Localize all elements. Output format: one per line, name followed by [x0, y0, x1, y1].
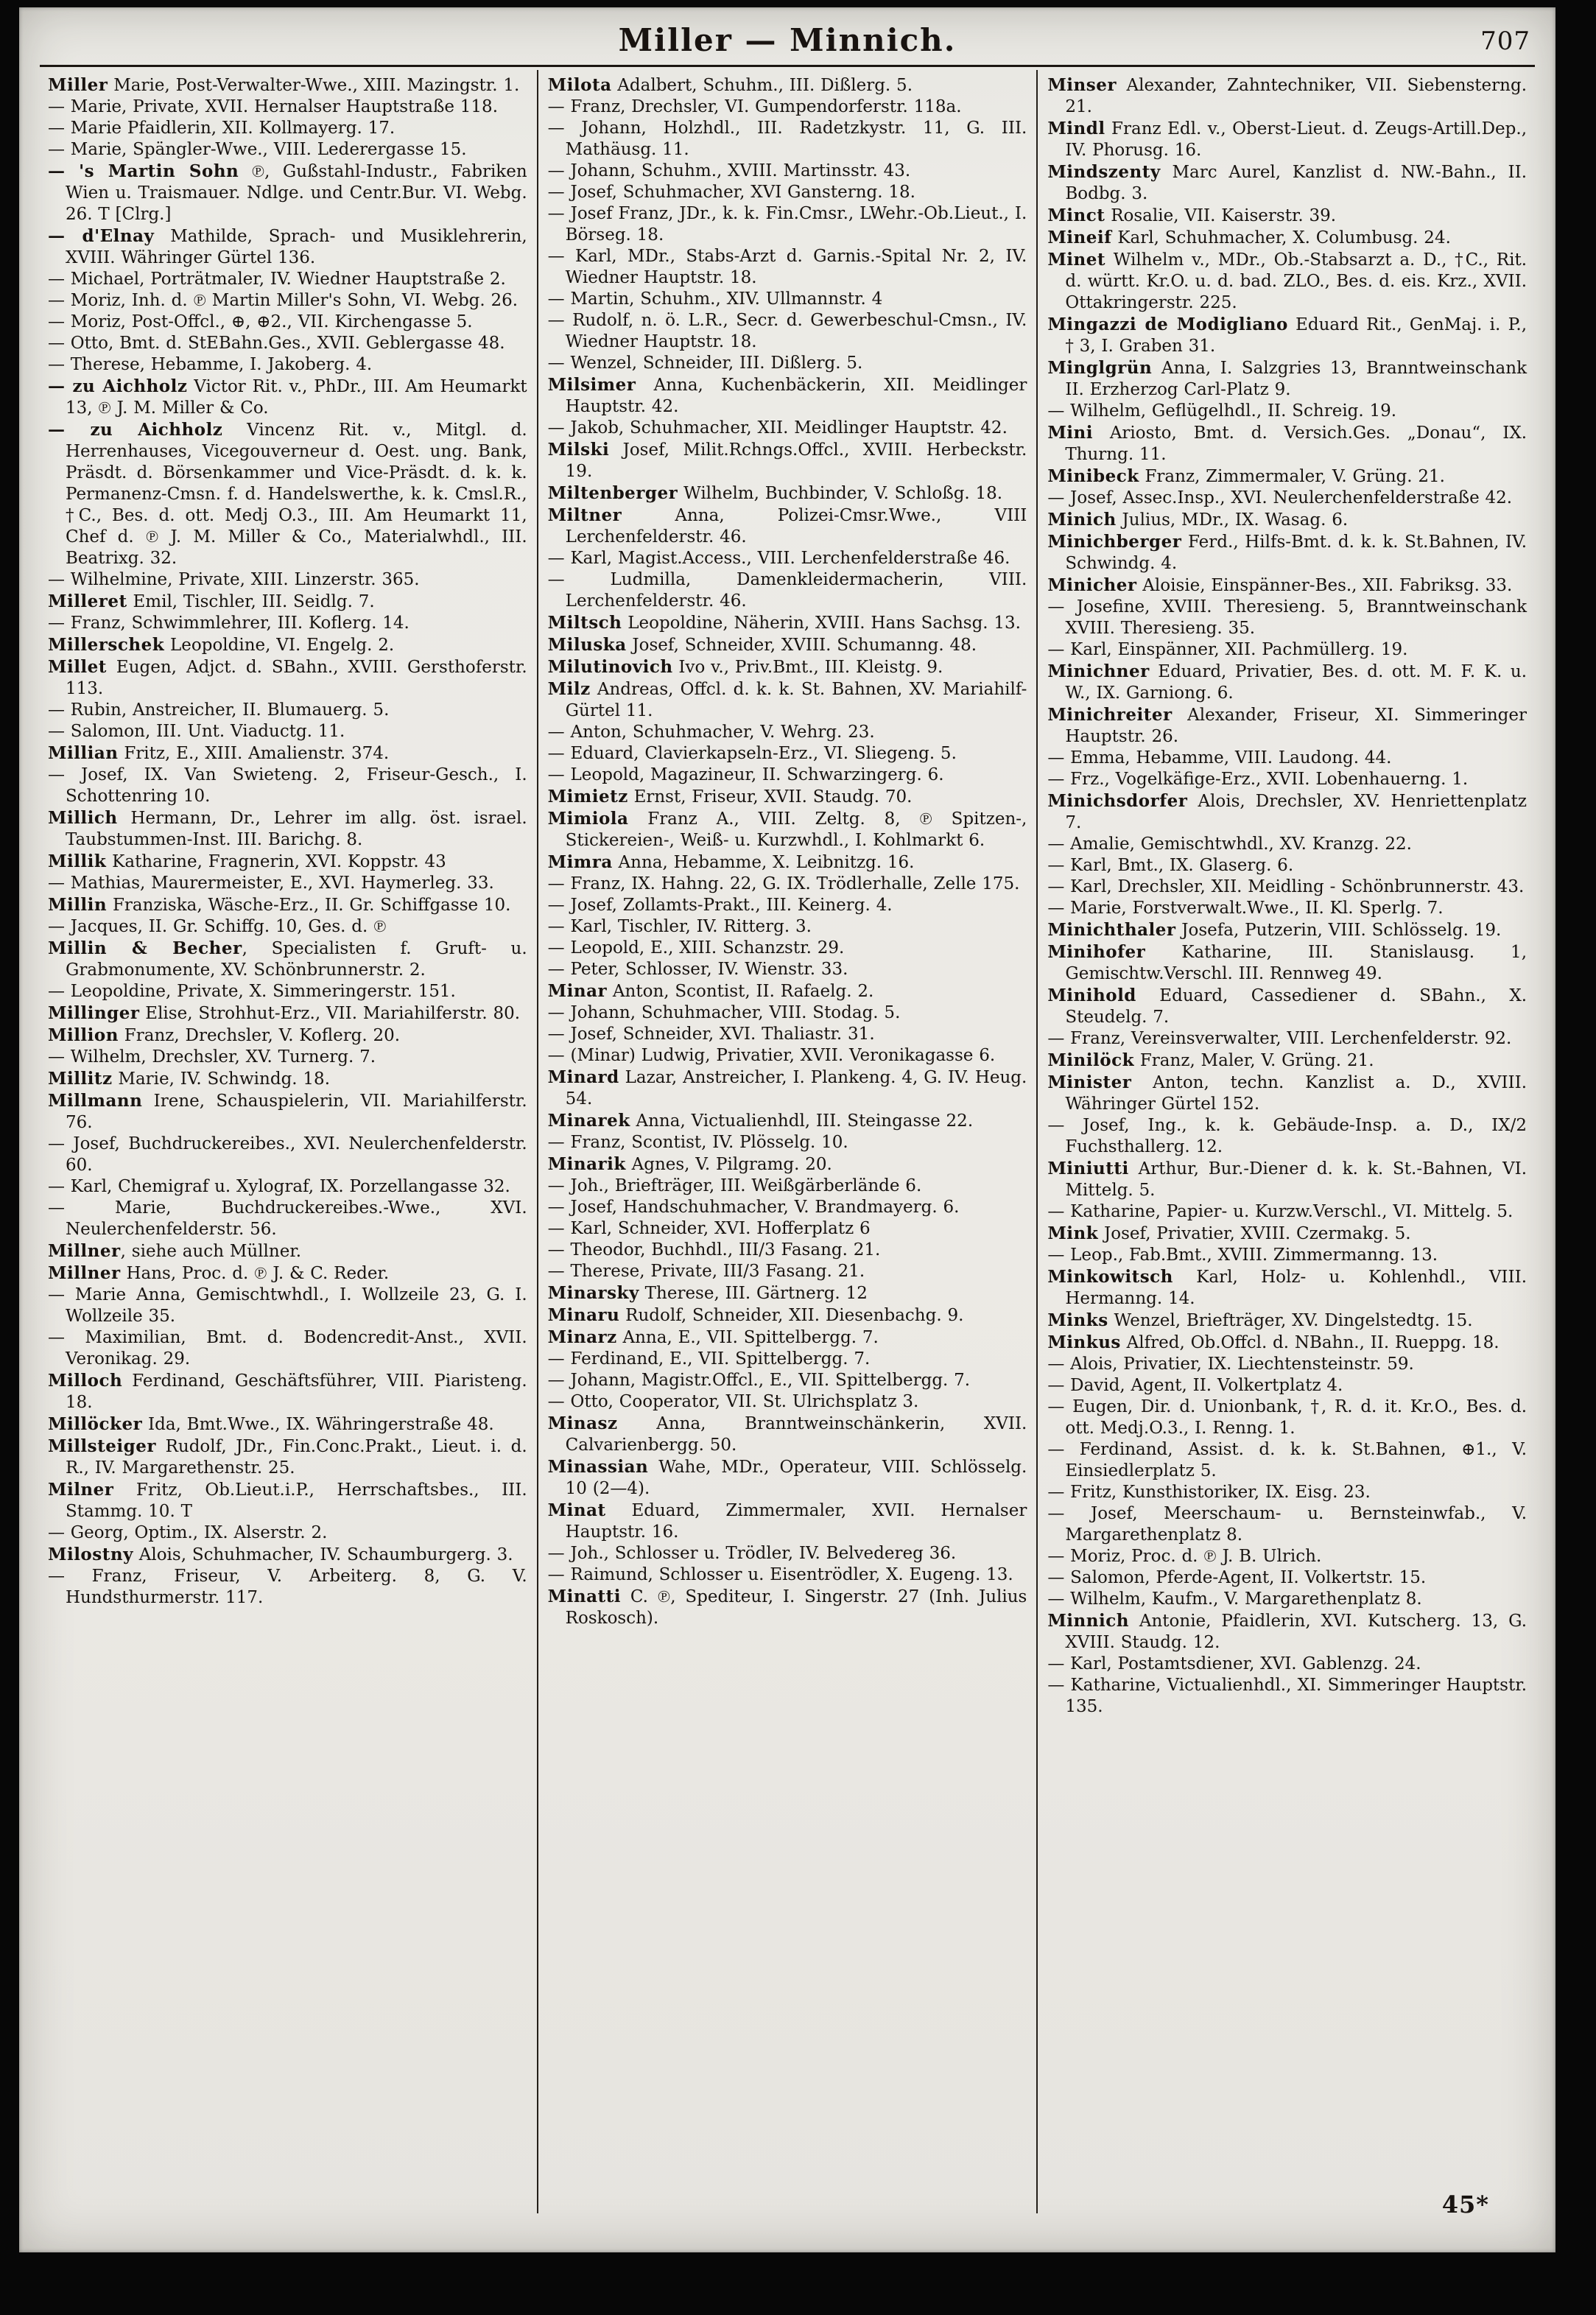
entry-surname: Minks [1047, 1310, 1108, 1330]
entry-surname: Milner [48, 1480, 114, 1500]
directory-entry: Millinger Elise, Strohhut-Erz., VII. Mariahilferstr. 80. [48, 1003, 521, 1023]
directory-entry: — Karl, Magist.Access., VIII. Lerchenfelderstraße 46. [547, 549, 1010, 568]
directory-entry: — Otto, Cooperator, VII. St. Ulrichsplatz 3. [547, 1392, 919, 1411]
directory-entry: — Maximilian, Bmt. d. Bodencredit-Anst., XVII. Veronikag. 29. [48, 1328, 527, 1369]
directory-entry: Millin Franziska, Wäsche-Erz., II. Gr. Schiffgasse 10. [48, 895, 511, 915]
directory-entry: Mimietz Ernst, Friseur, XVII. Staudg. 70. [547, 787, 913, 807]
directory-entry: — Franz, Friseur, V. Arbeiterg. 8, G. V. Hundsthurmerstr. 117. [48, 1567, 527, 1607]
entry-surname: Minihofer [1047, 942, 1146, 962]
directory-entry: — Jacques, II. Gr. Schiffg. 10, Ges. d. ℗ [48, 917, 387, 936]
entry-surname: Minarz [547, 1327, 617, 1347]
entry-surname: Millin & Becher [48, 938, 242, 958]
directory-entry: — Joh., Briefträger, III. Weißgärberlände 6. [547, 1176, 922, 1195]
directory-entry: — Therese, Private, III/3 Fasang. 21. [547, 1262, 865, 1281]
entry-surname: Minarsky [547, 1283, 639, 1303]
entry-surname: Milutinovich [547, 657, 673, 677]
directory-entry: Millöcker Ida, Bmt.Wwe., IX. Währingerstraße 48. [48, 1414, 494, 1434]
directory-entry: Mindszenty Marc Aurel, Kanzlist d. NW.-Bahn., II. Bodbg. 3. [1047, 162, 1528, 203]
entry-surname: Minard [547, 1067, 619, 1087]
directory-entry: Mineif Karl, Schuhmacher, X. Columbusg. 24. [1047, 228, 1451, 247]
entry-surname: Million [48, 1025, 119, 1045]
directory-entry: — Leopold, E., XIII. Schanzstr. 29. [547, 938, 845, 958]
entry-surname: Minister [1047, 1072, 1132, 1092]
entry-surname: Mimra [547, 852, 613, 872]
entry-surname: Minct [1047, 205, 1105, 225]
entry-surname: Milsimer [547, 375, 636, 395]
directory-entry: — Rudolf, n. ö. L.R., Secr. d. Gewerbeschul-Cmsn., IV. Wiedner Hauptstr. 18. [547, 311, 1027, 351]
page-number: 707 [1480, 27, 1530, 56]
entry-surname: Mindl [1047, 119, 1105, 138]
directory-entry: Minard Lazar, Anstreicher, I. Plankeng. 4, G. IV. Heug. 54. [547, 1067, 1027, 1109]
directory-entry: — Karl, Postamtsdiener, XVI. Gablenzg. 24. [1047, 1654, 1421, 1673]
entry-surname: Millik [48, 851, 107, 871]
entry-surname: — d'Elnay [48, 226, 155, 246]
directory-entry: — d'Elnay Mathilde, Sprach- und Musiklehrerin, XVIII. Währinger Gürtel 136. [48, 226, 527, 267]
entry-surname: Milski [547, 440, 610, 460]
entry-surname: Minet [1047, 250, 1106, 270]
directory-entry: — Karl, Drechsler, XII. Meidling - Schönbrunnerstr. 43. [1047, 877, 1525, 896]
entry-surname: Millet [48, 657, 107, 677]
entry-surname: Minicher [1047, 575, 1137, 595]
directory-entry: — Moriz, Inh. d. ℗ Martin Miller's Sohn, VI. Webg. 26. [48, 291, 518, 310]
entry-surname: Millner [48, 1241, 121, 1261]
directory-entry: — Wilhelmine, Private, XIII. Linzerstr. 365. [48, 570, 420, 589]
directory-entry: — Jakob, Schuhmacher, XII. Meidlinger Hauptstr. 42. [547, 418, 1008, 438]
page-scan [19, 7, 1555, 2252]
directory-entry: — Katharine, Victualienhdl., XI. Simmeringer Hauptstr. 135. [1047, 1676, 1528, 1716]
directory-entry: — Marie Pfaidlerin, XII. Kollmayerg. 17. [48, 119, 396, 138]
directory-entry: — Franz, IX. Hahng. 22, G. IX. Trödlerhalle, Zelle 175. [547, 874, 1020, 893]
directory-entry: — Karl, Schneider, XVI. Hofferplatz 6 [547, 1219, 871, 1238]
directory-entry: Minet Wilhelm v., MDr., Ob.-Stabsarzt a. D., †C., Rit. d. württ. Kr.O. u. d. bad. ZLO., Bes. d. eis. Krz., XVII. Ottakringerstr. 225. [1047, 250, 1528, 312]
directory-entry: — Alois, Privatier, IX. Liechtensteinstr. 59. [1047, 1355, 1414, 1374]
directory-entry: — Karl, Chemigraf u. Xylograf, IX. Porzellangasse 32. [48, 1177, 510, 1196]
directory-entry: — Wilhelm, Drechsler, XV. Turnerg. 7. [48, 1047, 376, 1067]
directory-entry: Mink Josef, Privatier, XVIII. Czermakg. 5. [1047, 1223, 1411, 1243]
entry-surname: Minser [1047, 75, 1117, 95]
directory-entry: Minassian Wahe, MDr., Operateur, VIII. Schlösselg. 10 (2—4). [547, 1457, 1027, 1498]
directory-entry: Minarik Agnes, V. Pilgramg. 20. [547, 1154, 832, 1174]
directory-entry: Minihofer Katharine, III. Stanislausg. 1, Gemischtw.Verschl. III. Rennweg 49. [1047, 942, 1528, 983]
directory-entry: — Amalie, Gemischtwhdl., XV. Kranzg. 22. [1047, 835, 1412, 854]
entry-surname: Millin [48, 895, 108, 915]
entry-surname: Minar [547, 981, 608, 1001]
directory-entry: Millsteiger Rudolf, JDr., Fin.Conc.Prakt., Lieut. i. d. R., IV. Margarethenstr. 25. [48, 1436, 527, 1478]
directory-entry: Minarsky Therese, III. Gärtnerg. 12 [547, 1283, 868, 1303]
directory-entry: Milski Josef, Milit.Rchngs.Offcl., XVIII. Herbeckstr. 19. [547, 440, 1027, 481]
directory-entry: — Wenzel, Schneider, III. Dißlerg. 5. [547, 354, 863, 373]
directory-entry: Millik Katharine, Fragnerin, XVI. Koppstr. 43 [48, 851, 446, 871]
entry-surname: Mimiola [547, 809, 629, 829]
directory-entry: — Moriz, Proc. d. ℗ J. B. Ulrich. [1047, 1547, 1322, 1566]
directory-entry: — Eduard, Clavierkapseln-Erz., VI. Sliegeng. 5. [547, 744, 957, 763]
page-title: Miller — Minnich. [618, 22, 957, 58]
directory-entry: Miluska Josef, Schneider, XVIII. Schumanng. 48. [547, 635, 977, 655]
directory-entry: Millmann Irene, Schauspielerin, VII. Mariahilferstr. 76. [48, 1091, 527, 1132]
directory-entry: Minichreiter Alexander, Friseur, XI. Simmeringer Hauptstr. 26. [1047, 705, 1528, 746]
directory-entry: — Josef, Schuhmacher, XVI Gansterng. 18. [547, 183, 915, 202]
directory-entry: Milota Adalbert, Schuhm., III. Dißlerg. 5. [547, 75, 913, 95]
entry-surname: Minarek [547, 1111, 630, 1131]
directory-entry: Mingazzi de Modigliano Eduard Rit., GenMaj. i. P., † 3, I. Graben 31. [1047, 315, 1528, 356]
entry-surname: Minkus [1047, 1332, 1121, 1352]
directory-entry: — Eugen, Dir. d. Unionbank, †, R. d. it. Kr.O., Bes. d. ott. Medj.O.3., I. Renng. 1. [1047, 1397, 1528, 1438]
directory-entry: Milleret Emil, Tischler, III. Seidlg. 7. [48, 591, 375, 611]
directory-entry: — Otto, Bmt. d. StEBahn.Ges., XVII. Geblergasse 48. [48, 334, 505, 353]
directory-entry: Millet Eugen, Adjct. d. SBahn., XVIII. Gersthoferstr. 113. [48, 657, 527, 698]
entry-surname: Mingazzi de Modigliano [1047, 315, 1288, 334]
directory-entry: — Marie Anna, Gemischtwhdl., I. Wollzeile 23, G. I. Wollzeile 35. [48, 1285, 527, 1326]
directory-entry: — Joh., Schlosser u. Trödler, IV. Belvedereg 36. [547, 1544, 957, 1563]
directory-entry: — Marie, Forstverwalt.Wwe., II. Kl. Sperlg. 7. [1047, 899, 1444, 918]
directory-entry: Milloch Ferdinand, Geschäftsführer, VIII. Piaristeng. 18. [48, 1371, 527, 1412]
entry-surname: Miltenberger [547, 483, 678, 503]
directory-entry: Millerschek Leopoldine, VI. Engelg. 2. [48, 635, 395, 655]
directory-entry: — Josef Franz, JDr., k. k. Fin.Cmsr., LWehr.-Ob.Lieut., I. Börseg. 18. [547, 204, 1027, 245]
entry-surname: Millitz [48, 1069, 113, 1089]
directory-entry: Millin & Becher, Specialisten f. Gruft- u. Grabmonumente, XV. Schönbrunnerstr. 2. [48, 938, 527, 980]
directory-entry: — 's Martin Sohn ℗, Gußstahl-Industr., Fabriken Wien u. Traismauer. Ndlge. und Centr.Bur. VI. Webg. 26. T [Clrg.] [48, 161, 527, 224]
column-1 [38, 70, 537, 2213]
directory-entry: — Karl, Tischler, IV. Ritterg. 3. [547, 917, 812, 936]
directory-entry: Minkus Alfred, Ob.Offcl. d. NBahn., II. Rueppg. 18. [1047, 1332, 1500, 1352]
directory-entry: Minicher Aloisie, Einspänner-Bes., XII. Fabriksg. 33. [1047, 575, 1513, 595]
entry-surname: Millich [48, 808, 118, 828]
directory-entry: — Josef, Assec.Insp., XVI. Neulerchenfelderstraße 42. [1047, 488, 1513, 507]
directory-entry: — Josef, Handschuhmacher, V. Brandmayerg. 6. [547, 1198, 960, 1217]
directory-entry: — Theodor, Buchhdl., III/3 Fasang. 21. [547, 1240, 881, 1260]
entry-surname: Minasz [547, 1413, 618, 1433]
entry-surname: Milloch [48, 1371, 123, 1391]
directory-entry: — Marie, Buchdruckereibes.-Wwe., XVI. Neulerchenfelderstr. 56. [48, 1198, 527, 1239]
directory-entry: Minkowitsch Karl, Holz- u. Kohlenhdl., VIII. Hermanng. 14. [1047, 1267, 1528, 1308]
directory-entry: — Josef, Buchdruckereibes., XVI. Neulerchenfelderstr. 60. [48, 1134, 527, 1175]
page-body [38, 19, 1536, 2238]
entry-surname: Mini [1047, 423, 1093, 443]
directory-entry: Minasz Anna, Branntweinschänkerin, XVII. Calvarienbergg. 50. [547, 1413, 1027, 1455]
directory-entry: Miltner Anna, Polizei-Cmsr.Wwe., VIII Lerchenfelderstr. 46. [547, 505, 1027, 547]
entry-surname: Minatti [547, 1587, 621, 1606]
directory-entry: Minarek Anna, Victualienhdl, III. Steingasse 22. [547, 1111, 974, 1131]
entry-surname: Mindszenty [1047, 162, 1161, 182]
directory-entry: Minks Wenzel, Briefträger, XV. Dingelstedtg. 15. [1047, 1310, 1473, 1330]
directory-entry: — Frz., Vogelkäfige-Erz., XVII. Lobenhauerng. 1. [1047, 770, 1469, 789]
entry-surname: Minichreiter [1047, 705, 1173, 725]
directory-entry: Minichsdorfer Alois, Drechsler, XV. Henriettenplatz 7. [1047, 791, 1528, 832]
directory-entry: — Martin, Schuhm., XIV. Ullmannstr. 4 [547, 289, 883, 309]
directory-entry: — Josefine, XVIII. Theresieng. 5, Branntweinschank XVIII. Theresieng. 35. [1047, 597, 1528, 638]
entry-surname: — 's Martin Sohn [48, 161, 239, 181]
directory-entry: — Franz, Drechsler, VI. Gumpendorferstr. 118a. [547, 97, 962, 116]
column-3 [1036, 70, 1536, 2213]
directory-entry: — Karl, MDr., Stabs-Arzt d. Garnis.-Spital Nr. 2, IV. Wiedner Hauptstr. 18. [547, 247, 1027, 287]
entry-surname: Millian [48, 743, 119, 763]
entry-surname: Minaru [547, 1305, 620, 1325]
entry-surname: Minglgrün [1047, 358, 1153, 378]
directory-entry: Minct Rosalie, VII. Kaiserstr. 39. [1047, 205, 1337, 225]
directory-entry: Milsimer Anna, Kuchenbäckerin, XII. Meidlinger Hauptstr. 42. [547, 375, 1027, 416]
directory-entry: — Josef, Meerschaum- u. Bernsteinwfab., V. Margarethenplatz 8. [1047, 1504, 1528, 1545]
directory-entry: — Franz, Vereinsverwalter, VIII. Lerchenfelderstr. 92. [1047, 1029, 1512, 1048]
directory-entry: Minat Eduard, Zimmermaler, XVII. Hernalser Hauptstr. 16. [547, 1500, 1027, 1542]
printer-signature-mark: 45* [1441, 2191, 1489, 2219]
entry-surname: Minarik [547, 1154, 626, 1174]
directory-entry: Minglgrün Anna, I. Salzgries 13, Branntweinschank II. Erzherzog Carl-Platz 9. [1047, 358, 1528, 399]
directory-entry: — Leopold, Magazineur, II. Schwarzingerg. 6. [547, 765, 944, 784]
directory-entry: — Josef, Schneider, XVI. Thaliastr. 31. [547, 1025, 875, 1044]
entry-surname: Miller [48, 75, 108, 95]
directory-entry: — Karl, Einspänner, XII. Pachmüllerg. 19. [1047, 640, 1408, 659]
directory-entry: Miltsch Leopoldine, Näherin, XVIII. Hans Sachsg. 13. [547, 613, 1021, 633]
directory-entry: Minar Anton, Scontist, II. Rafaelg. 2. [547, 981, 874, 1001]
directory-entry: — Ferdinand, E., VII. Spittelbergg. 7. [547, 1349, 871, 1369]
directory-entry: — Emma, Hebamme, VIII. Laudong. 44. [1047, 748, 1392, 767]
entry-surname: Miniutti [1047, 1159, 1129, 1178]
entry-surname: Minich [1047, 510, 1117, 530]
directory-entry: Million Franz, Drechsler, V. Koflerg. 20. [48, 1025, 401, 1045]
directory-entry: — Marie, Private, XVII. Hernalser Hauptstraße 118. [48, 97, 499, 116]
directory-entry: Minarz Anna, E., VII. Spittelbergg. 7. [547, 1327, 879, 1347]
directory-entry: Milner Fritz, Ob.Lieut.i.P., Herrschaftsbes., III. Stammg. 10. T [48, 1480, 527, 1521]
entry-surname: Minassian [547, 1457, 649, 1477]
directory-entry: Minihold Eduard, Cassediener d. SBahn., X. Steudelg. 7. [1047, 986, 1528, 1027]
directory-columns [38, 70, 1536, 2213]
entry-surname: Mink [1047, 1223, 1099, 1243]
directory-entry: — Josef, Zollamts-Prakt., III. Keinerg. 4. [547, 896, 893, 915]
entry-surname: Minkowitsch [1047, 1267, 1173, 1287]
directory-entry: Minister Anton, techn. Kanzlist a. D., XVIII. Währinger Gürtel 152. [1047, 1072, 1528, 1114]
entry-surname: Minichner [1047, 661, 1150, 681]
directory-entry: Millner, siehe auch Müllner. [48, 1241, 302, 1261]
directory-entry: — Georg, Optim., IX. Alserstr. 2. [48, 1523, 328, 1542]
directory-entry: Milz Andreas, Offcl. d. k. k. St. Bahnen, XV. Mariahilf-Gürtel 11. [547, 679, 1027, 720]
entry-surname: Millerschek [48, 635, 165, 655]
directory-entry: — Johann, Schuhm., XVIII. Martinsstr. 43. [547, 161, 911, 180]
entry-surname: Minichberger [1047, 532, 1182, 552]
directory-entry: Minichner Eduard, Privatier, Bes. d. ott. M. F. K. u. W., IX. Garniong. 6. [1047, 661, 1528, 703]
directory-entry: — Anton, Schuhmacher, V. Wehrg. 23. [547, 723, 875, 742]
directory-entry: — Peter, Schlosser, IV. Wienstr. 33. [547, 960, 848, 979]
directory-entry: — Karl, Bmt., IX. Glaserg. 6. [1047, 856, 1294, 875]
entry-surname: Millöcker [48, 1414, 143, 1434]
directory-entry: — Salomon, III. Unt. Viaductg. 11. [48, 722, 345, 741]
directory-entry: — Michael, Porträtmaler, IV. Wiedner Hauptstraße 2. [48, 270, 506, 289]
entry-surname: Milz [547, 679, 591, 699]
entry-surname: Minichsdorfer [1047, 791, 1188, 811]
directory-entry: Millner Hans, Proc. d. ℗ J. & C. Reder. [48, 1263, 390, 1283]
directory-entry: Minnich Antonie, Pfaidlerin, XVI. Kutscherg. 13, G. XVIII. Staudg. 12. [1047, 1611, 1528, 1652]
entry-surname: Mimietz [547, 787, 628, 807]
entry-surname: — zu Aichholz [48, 376, 188, 396]
entry-surname: Millsteiger [48, 1436, 156, 1456]
directory-entry: — David, Agent, II. Volkertplatz 4. [1047, 1376, 1343, 1395]
directory-entry: — Marie, Spängler-Wwe., VIII. Lederergasse 15. [48, 140, 467, 159]
directory-entry: — Johann, Magistr.Offcl., E., VII. Spittelbergg. 7. [547, 1371, 971, 1390]
directory-entry: Mimiola Franz A., VIII. Zeltg. 8, ℗ Spitzen-, Stickereien-, Weiß- u. Kurzwhdl., I. Kohlmarkt 6. [547, 809, 1027, 850]
directory-entry: — Josef, IX. Van Swieteng. 2, Friseur-Gesch., I. Schottenring 10. [48, 765, 527, 806]
directory-entry: — Leop., Fab.Bmt., XVIII. Zimmermanng. 13. [1047, 1246, 1438, 1265]
directory-entry: Minser Alexander, Zahntechniker, VII. Siebensterng. 21. [1047, 75, 1528, 116]
directory-entry: Mimra Anna, Hebamme, X. Leibnitzg. 16. [547, 852, 915, 872]
entry-surname: — zu Aichholz [48, 420, 223, 440]
directory-entry: — Katharine, Papier- u. Kurzw.Verschl., VI. Mittelg. 5. [1047, 1202, 1514, 1221]
directory-entry: — Moriz, Post-Offcl., ⊕, ⊕2., VII. Kirchengasse 5. [48, 312, 473, 331]
directory-entry: Mindl Franz Edl. v., Oberst-Lieut. d. Zeugs-Artill.Dep., IV. Phorusg. 16. [1047, 119, 1528, 160]
column-2 [537, 70, 1037, 2213]
directory-entry: — Wilhelm, Kaufm., V. Margarethenplatz 8. [1047, 1589, 1422, 1609]
directory-entry: Minaru Rudolf, Schneider, XII. Diesenbachg. 9. [547, 1305, 964, 1325]
directory-entry: Millich Hermann, Dr., Lehrer im allg. öst. israel. Taubstummen-Inst. III. Barichg. 8. [48, 808, 527, 849]
entry-surname: Minihold [1047, 986, 1136, 1005]
entry-surname: Miluska [547, 635, 627, 655]
entry-surname: Minat [547, 1500, 606, 1520]
entry-surname: Milostny [48, 1545, 133, 1564]
directory-entry: Minichthaler Josefa, Putzerin, VIII. Schlösselg. 19. [1047, 920, 1502, 940]
directory-entry: Millian Fritz, E., XIII. Amalienstr. 374. [48, 743, 390, 763]
directory-entry: Minatti C. ℗, Spediteur, I. Singerstr. 27 (Inh. Julius Roskosch). [547, 1587, 1027, 1628]
entry-surname: Millinger [48, 1003, 140, 1023]
directory-entry: — Ludmilla, Damenkleidermacherin, VIII. Lerchenfelderstr. 46. [547, 570, 1027, 611]
directory-entry: — zu Aichholz Vincenz Rit. v., Mitgl. d. Herrenhauses, Vicegouverneur d. Oest. ung. Bank, Präsdt. d. Börsenkammer und Vice-Präsdt. d. k. k. Permanenz-Cmsn. f. d. Handelswerthe, k. k. Cmsl.R., †C., Bes. d. ott. Medj O.3., III. Am Heumarkt 11, Chef d. ℗ J. M. Miller & Co., Materialwhdl., III. Beatrixg. 32. [48, 420, 527, 568]
directory-entry: — Wilhelm, Geflügelhdl., II. Schreig. 19. [1047, 401, 1397, 421]
directory-entry: — Fritz, Kunsthistoriker, IX. Eisg. 23. [1047, 1483, 1371, 1502]
directory-entry: Miltenberger Wilhelm, Buchbinder, V. Schloßg. 18. [547, 483, 1003, 503]
directory-entry: — Johann, Holzhdl., III. Radetzkystr. 11, G. III. Mathäusg. 11. [547, 119, 1027, 159]
page-header [38, 19, 1536, 65]
directory-entry: Minichberger Ferd., Hilfs-Bmt. d. k. k. St.Bahnen, IV. Schwindg. 4. [1047, 532, 1528, 573]
entry-surname: Minilöck [1047, 1050, 1135, 1070]
directory-entry: — (Minar) Ludwig, Privatier, XVII. Veronikagasse 6. [547, 1046, 996, 1065]
header-rule [40, 65, 1535, 67]
entry-surname: Minnich [1047, 1611, 1129, 1631]
directory-entry: Milostny Alois, Schuhmacher, IV. Schaumburgerg. 3. [48, 1545, 513, 1564]
entry-surname: Millmann [48, 1091, 143, 1111]
entry-surname: Miltsch [547, 613, 622, 633]
directory-entry: Miller Marie, Post-Verwalter-Wwe., XIII. Mazingstr. 1. [48, 75, 520, 95]
directory-entry: — Raimund, Schlosser u. Eisentrödler, X. Eugeng. 13. [547, 1565, 1013, 1584]
entry-surname: Millner [48, 1263, 121, 1283]
directory-entry: — zu Aichholz Victor Rit. v., PhDr., III. Am Heumarkt 13, ℗ J. M. Miller & Co. [48, 376, 527, 418]
directory-entry: Minilöck Franz, Maler, V. Grüng. 21. [1047, 1050, 1374, 1070]
directory-entry: — Mathias, Maurermeister, E., XVI. Haymerleg. 33. [48, 874, 494, 893]
directory-entry: — Johann, Schuhmacher, VIII. Stodag. 5. [547, 1003, 901, 1022]
directory-entry: — Franz, Scontist, IV. Plösselg. 10. [547, 1133, 848, 1152]
entry-surname: Mineif [1047, 228, 1112, 247]
entry-surname: Minibeck [1047, 466, 1139, 486]
directory-entry: — Josef, Ing., k. k. Gebäude-Insp. a. D., IX/2 Fuchsthallerg. 12. [1047, 1116, 1528, 1156]
directory-entry: — Ferdinand, Assist. d. k. k. St.Bahnen, ⊕1., V. Einsiedlerplatz 5. [1047, 1440, 1528, 1480]
directory-entry: Milutinovich Ivo v., Priv.Bmt., III. Kleistg. 9. [547, 657, 943, 677]
entry-surname: Miltner [547, 505, 622, 525]
entry-surname: Milleret [48, 591, 127, 611]
directory-entry: — Franz, Schwimmlehrer, III. Koflerg. 14. [48, 614, 409, 633]
entry-surname: Minichthaler [1047, 920, 1176, 940]
directory-entry: — Therese, Hebamme, I. Jakoberg. 4. [48, 355, 373, 374]
directory-entry: — Leopoldine, Private, X. Simmeringerstr. 151. [48, 982, 456, 1001]
directory-entry: Minibeck Franz, Zimmermaler, V. Grüng. 21. [1047, 466, 1445, 486]
directory-entry: Minich Julius, MDr., IX. Wasag. 6. [1047, 510, 1349, 530]
directory-entry: — Salomon, Pferde-Agent, II. Volkertstr. 15. [1047, 1568, 1427, 1587]
directory-entry: — Rubin, Anstreicher, II. Blumauerg. 5. [48, 700, 390, 720]
directory-entry: Millitz Marie, IV. Schwindg. 18. [48, 1069, 331, 1089]
directory-entry: Miniutti Arthur, Bur.-Diener d. k. k. St.-Bahnen, VI. Mittelg. 5. [1047, 1159, 1528, 1200]
entry-surname: Milota [547, 75, 612, 95]
directory-entry: Mini Ariosto, Bmt. d. Versich.Ges. „Donau“, IX. Thurng. 11. [1047, 423, 1528, 464]
